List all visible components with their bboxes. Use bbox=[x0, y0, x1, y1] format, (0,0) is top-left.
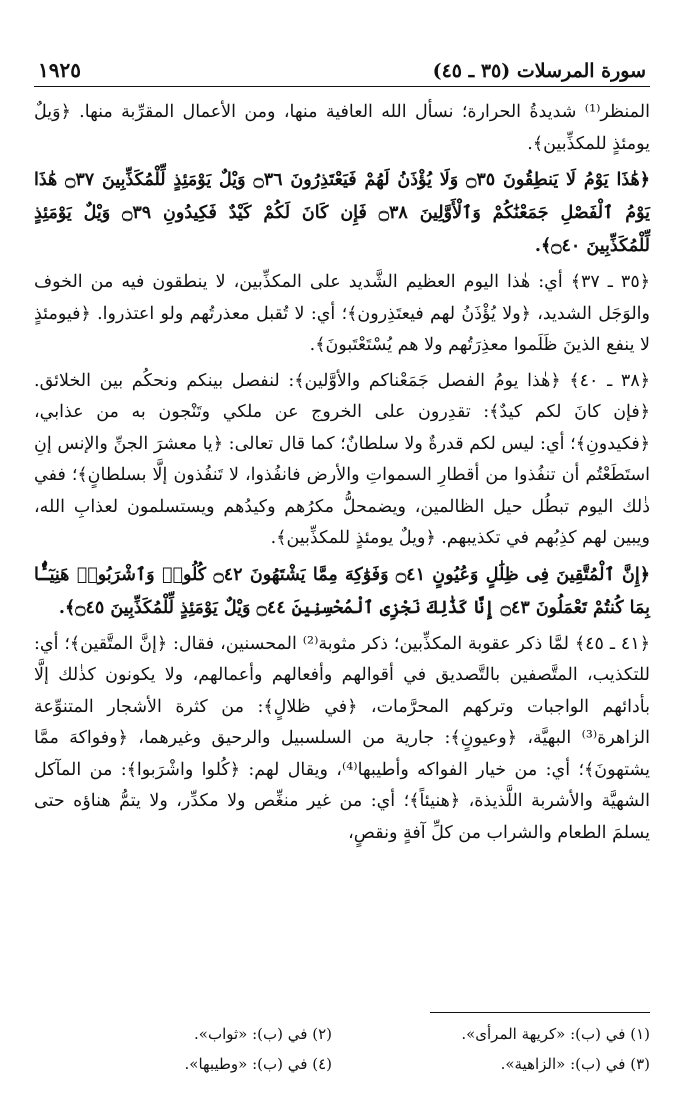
footnote-text: في (ب): «وطيبها». bbox=[184, 1055, 308, 1073]
quran-verses-35-40: ﴿هَٰذَا يَوْمُ لَا يَنطِقُونَ ۝٣٥ وَلَا يُؤْذَنُ لَهُمْ فَيَعْتَذِرُونَ ۝٣٦ وَيْلٌ يَوْمَئِذٍ لِّلْمُكَذِّبِينَ ۝٣٧ هَٰذَا يَوْمُ ٱلْفَصْلِ جَمَعْنَٰكُمْ وَٱلْأَوَّلِينَ ۝٣٨ فَإِن كَانَ لَكُمْ كَيْدٌ فَكِيدُونِ ۝٣٩ وَيْلٌ يَوْمَئِذٍ لِّلْمُكَذِّبِينَ ۝٤٠﴾. bbox=[34, 170, 650, 256]
footnote-divider bbox=[430, 1012, 650, 1013]
footnote-2 bbox=[34, 1019, 332, 1049]
footnote-text: في (ب): «الزاهية». bbox=[500, 1055, 626, 1073]
footnote-grid bbox=[34, 1019, 650, 1079]
quran-verses-41-45: ﴿إِنَّ ٱلْمُتَّقِينَ فِى ظِلَٰلٍ وَعُيُونٍ ۝٤١ وَفَوَٰكِهَ مِمَّا يَشْتَهُونَ ۝٤٢ كُلُوا۟ وَٱشْرَبُوا۟ هَنِيٓـًٔۢا بِمَا كُنتُمْ تَعْمَلُونَ ۝٤٣ إِنَّا كَذَٰلِكَ نَجْزِى ٱلْمُحْسِنِينَ ۝٤٤ وَيْلٌ يَوْمَئِذٍ لِّلْمُكَذِّبِينَ ۝٤٥﴾. bbox=[34, 564, 650, 618]
paragraph-1: المنظر⁽¹⁾ شديدةُ الحرارة؛ نسأل الله العافية منها، ومن الأعمال المقرِّبة منها. ﴿وَيلٌ يومئذٍ للمكذِّبين﴾. bbox=[34, 102, 650, 154]
paragraph-3: ﴿٣٨ ـ ٤٠﴾ ﴿هٰذا يومُ الفصل جَمَعْناكم والأوَّلين﴾: لنفصل بينكم ونحكُم بين الخلائق. ﴿فإن كانَ لكم كيدٌ﴾: تقدِرون على الخروج عن ملكي وتَنْجون به من عذابي، ﴿فكيدونِ﴾؛ أي: ليس لكم قدرةٌ ولا سلطانٌ؛ كما قال تعالى: ﴿يا معشرَ الجنِّ والإنس إنِ استَطَعْتُم أن تنفُذوا من أقطارِ السمواتِ والأرض فانفُذوا، لا تَنفُذون إلَّا بسلطانٍ﴾؛ ففي ذٰلك اليوم تبطُل حيل الظالمين، ويضمحلُّ مكرُهم وكيدُهم ويستسلمون لعذابِ الله، ويبين لهم كذِبُهم في تكذيبهم. ﴿ويلٌ يومئذٍ للمكذِّبين﴾. bbox=[34, 370, 650, 548]
footnote-marker: (١) bbox=[630, 1025, 650, 1043]
page-header bbox=[34, 58, 650, 87]
footnote-marker: (٢) bbox=[312, 1025, 332, 1043]
paragraph-4: ﴿٤١ ـ ٤٥﴾ لمَّا ذكر عقوبة المكذِّبين؛ ذكر مثوبة⁽²⁾ المحسنين، فقال: ﴿إنَّ المتَّقين﴾؛ أي: للتكذيب، المتَّصفين بالتَّصديق في أقوالهم وأفعالهم وأعمالهم، ولا يكونون كذٰلك إلَّا بأدائهم الواجبات وتركهم المحرَّمات، ﴿في ظلالٍ﴾: من كثرة الأشجار المتنوِّعة الزاهرة⁽³⁾ البهيَّة، ﴿وعيونٍ﴾: جارية من السلسبيل والرحيق وغيرهما، ﴿وفواكهَ ممَّا يشتهونَ﴾؛ أي: من خيار الفواكه وأطيبها⁽⁴⁾، ويقال لهم: ﴿كُلوا واشْرَبوا﴾: من المآكل الشهيَّة والأشربة اللَّذيذة، ﴿هنيئاً﴾؛ أي: من غير منغِّص ولا مكدِّر، ولا يتمُّ هناؤه حتى يسلمَ الطعام والشراب من كلِّ آفةٍ ونقصٍ، bbox=[34, 633, 651, 843]
page-body bbox=[34, 97, 650, 849]
footnote-3 bbox=[352, 1049, 650, 1079]
footnote-1 bbox=[352, 1019, 650, 1049]
footnotes bbox=[34, 1012, 650, 1079]
paragraph-2: ﴿٣٥ ـ ٣٧﴾ أي: هٰذا اليوم العظيم الشَّديد على المكذِّبين، لا ينطقون فيه من الخوف والوَجَل الشديد، ﴿ولا يُؤْذَنُ لهم فيعتَذِرون﴾؛ أي: لا تُقبل معذرتُهم ولو اعتذروا. ﴿فيومئذٍ لا ينفع الذينَ ظَلَموا معذِرَتُهم ولا هم يُسْتَعْتَبونَ﴾. bbox=[34, 272, 650, 355]
footnote-text: في (ب): «كريهة المرأى». bbox=[461, 1025, 626, 1043]
footnote-marker: (٣) bbox=[630, 1055, 650, 1073]
footnote-4 bbox=[34, 1049, 332, 1079]
surah-title: سورة المرسلات (٣٥ ـ ٤٥) bbox=[432, 60, 646, 82]
page-number: ١٩٢٥ bbox=[38, 58, 81, 82]
footnote-text: في (ب): «ثواب». bbox=[194, 1025, 308, 1043]
footnote-marker: (٤) bbox=[312, 1055, 332, 1073]
